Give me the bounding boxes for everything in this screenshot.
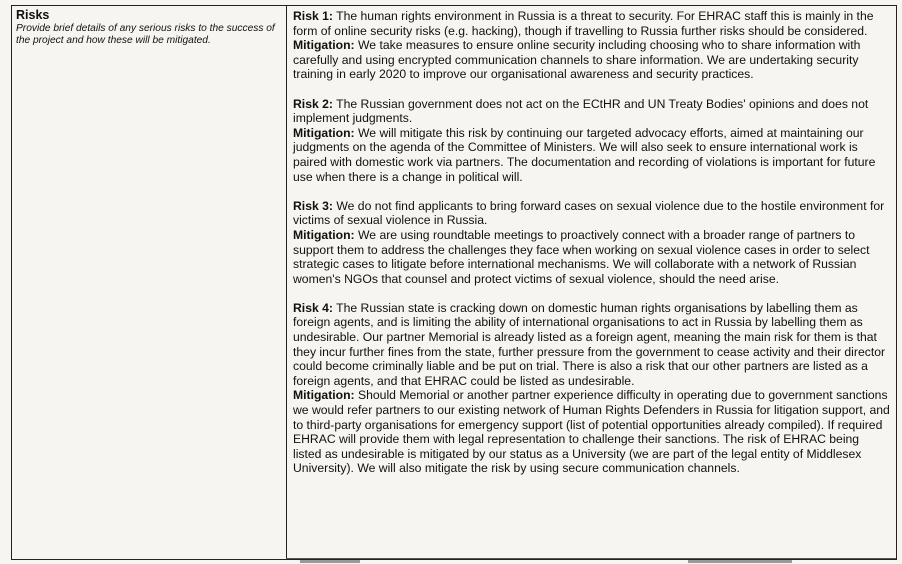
- risk-label: Risk 2:: [293, 96, 333, 111]
- risk-text: The Russian government does not act on the ECtHR and UN Treaty Bodies' opinions and does not implement judgments.: [293, 96, 869, 126]
- risk-statement: [293, 199, 890, 228]
- mitigation-text: We are using roundtable meetings to proactively connect with a broader range of partners to support them to address the challenges they face when working on sexual violence cases in order to select strategic cases to litigate before international mechanisms. We will collaborate with a network of Russian women's NGOs that counsel and protect victims of sexual violence, should the need arise.: [293, 227, 870, 286]
- mitigation-text: We take measures to ensure online security including choosing who to share information with carefully and using encrypted communication channels to share information. We are undertaking security training in early 2020 to improve our organisational awareness and security practices.: [293, 38, 861, 82]
- section-instructions: Provide brief details of any serious risks to the success of the project and how these will be mitigated.: [16, 23, 275, 46]
- risk-text: We do not find applicants to bring forward cases on sexual violence due to the hostile environment for victims of sexual violence in Russia.: [293, 198, 885, 228]
- risk-label: Risk 4:: [293, 300, 333, 315]
- mitigation-text: Should Memorial or another partner experience difficulty in operating due to government sanctions we would refer partners to our existing network of Human Rights Defenders in Russia for litigation support, and to third-party organisations for emergency support (list of potential opportunities already compiled). If required EHRAC will provide them with legal representation to challenge their sanctions. The risk of EHRAC being listed as undesirable is mitigated by our status as a University (we are part of the legal entity of Middlesex University). We will also mitigate the risk by using secure communication channels.: [293, 388, 890, 476]
- risk-label: Risk 1:: [293, 9, 333, 23]
- risks-content-cell: [287, 6, 896, 559]
- mitigation-statement: [293, 38, 890, 82]
- risk-statement: [293, 97, 890, 126]
- mitigation-label: Mitigation:: [293, 388, 355, 403]
- mitigation-label: Mitigation:: [293, 227, 355, 242]
- mitigation-statement: [293, 126, 890, 184]
- risk-statement: [293, 301, 890, 389]
- risk-item: [293, 199, 890, 287]
- mitigation-label: Mitigation:: [293, 125, 355, 140]
- section-heading: Risks: [16, 8, 50, 22]
- risk-text: The human rights environment in Russia is a threat to security. For EHRAC staff this is mainly in the form of online security risks (e.g. hacking), though if travelling to Russia further risks should be considered.: [293, 9, 874, 38]
- mitigation-statement: [293, 228, 890, 286]
- bottom-rule: [286, 558, 896, 559]
- mitigation-label: Mitigation:: [293, 38, 355, 53]
- mitigation-statement: [293, 388, 890, 476]
- scan-mark: [688, 560, 792, 563]
- risk-statement: [293, 9, 890, 38]
- risk-item: [293, 9, 890, 82]
- risk-item: [293, 97, 890, 185]
- risk-text: The Russian state is cracking down on domestic human rights organisations by labelling them as foreign agents, and is limiting the ability of international organisations to act in Russia by labelling them as undesirable. Our partner Memorial is already listed as a foreign agent, meaning the main risk for them is that they incur further fines from the state, further pressure from the government to cease activity and their director could become criminally liable and be put on trial. There is also a risk that our other partners are listed as a foreign agents, and that EHRAC could be listed as undesirable.: [293, 300, 886, 388]
- risk-label: Risk 3:: [293, 198, 333, 213]
- risk-item: [293, 301, 890, 476]
- risks-label-cell: [12, 6, 287, 559]
- scan-mark: [300, 560, 360, 563]
- risks-table: [11, 5, 897, 560]
- mitigation-text: We will mitigate this risk by continuing our targeted advocacy efforts, aimed at maintaining our judgments on the agenda of the Committee of Ministers. We will also seek to ensure international work is paired with domestic work via partners. The documentation and recording of violations is important for future use when there is a change in political will.: [293, 125, 876, 184]
